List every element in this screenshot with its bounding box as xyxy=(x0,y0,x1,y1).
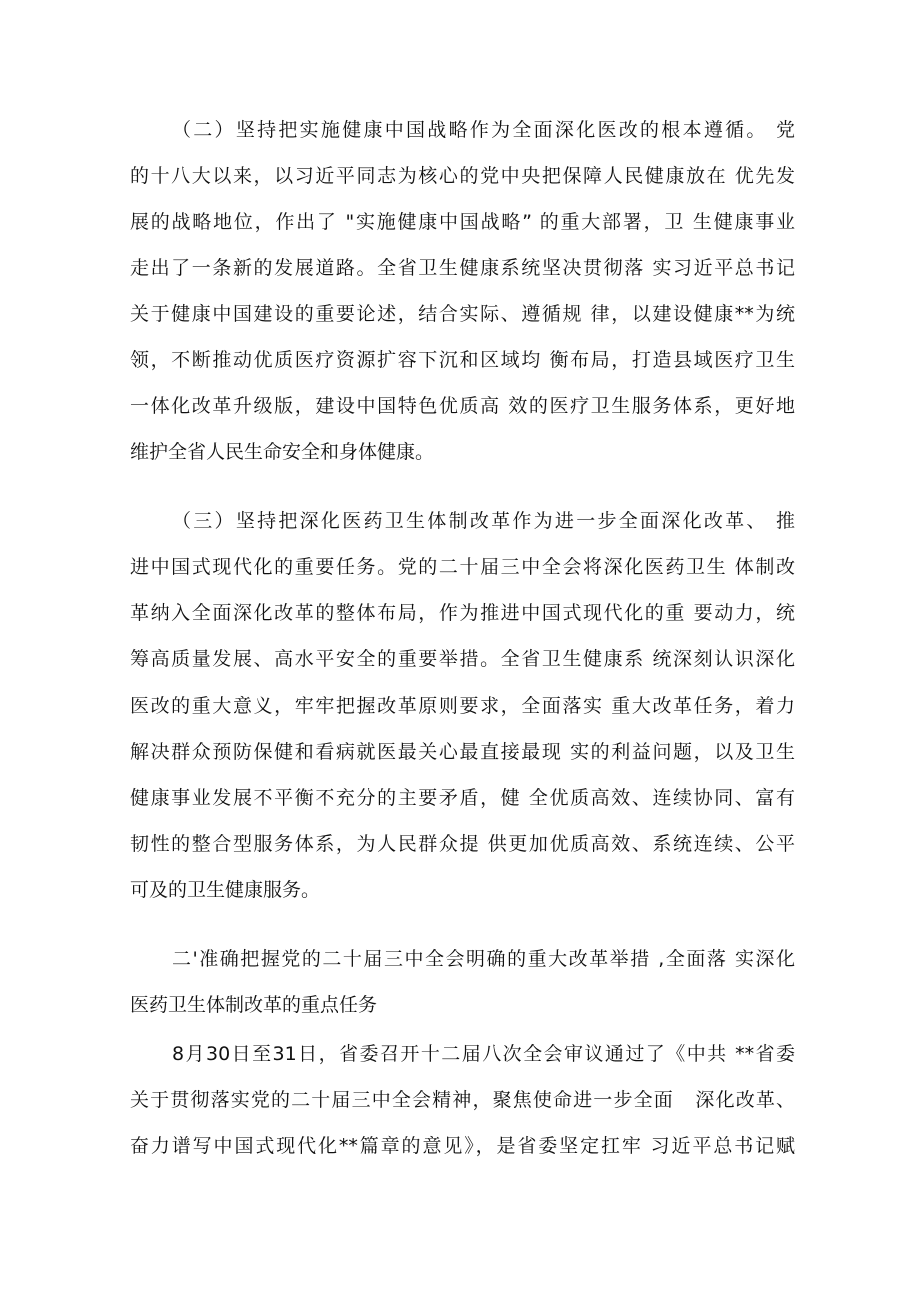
text-line: 医改的重大意义，牢牢把握改革原则要求，全面落实 重大改革任务，着力 xyxy=(130,695,795,717)
text-line: 关于贯彻落实党的二十届三中全会精神，聚焦使命进一步全面 深化改革、 xyxy=(130,1089,795,1111)
text-line: 关于健康中国建设的重要论述，结合实际、遵循规 律，以建设健康**为统 xyxy=(130,303,795,325)
text-line: 走出了一条新的发展道路。全省卫生健康系统坚决贯彻落 实习近平总书记 xyxy=(130,257,795,279)
text-line: 一体化改革升级版，建设中国特色优质高 效的医疗卫生服务体系，更好地 xyxy=(130,395,795,417)
text-line: （二）坚持把实施健康中国战略作为全面深化医改的根本遵循。 党 xyxy=(172,119,795,141)
text-line: 维护全省人民生命安全和身体健康。 xyxy=(130,441,435,463)
text-line: 可及的卫生健康服务。 xyxy=(130,879,321,901)
text-line: 韧性的整合型服务体系，为人民群众提 供更加优质高效、系统连续、公平 xyxy=(130,833,795,855)
text-line: 的十八大以来，以习近平同志为核心的党中央把保障人民健康放在 优先发 xyxy=(130,165,795,187)
text-line: 革纳入全面深化改革的整体布局，作为推进中国式现代化的重 要动力，统 xyxy=(130,602,795,624)
text-line: 领，不断推动优质医疗资源扩容下沉和区域均 衡布局，打造县域医疗卫生 xyxy=(130,349,795,371)
section-heading-line: 二'准确把握党的二十届三中全会明确的重大改革举措 ,全面落 实深化 xyxy=(172,948,795,970)
text-line: 筹高质量发展、高水平安全的重要举措。全省卫生健康系 统深刻认识深化 xyxy=(130,648,795,670)
section-heading-line: 医药卫生体制改革的重点任务 xyxy=(130,994,378,1016)
text-line: 进中国式现代化的重要任务。党的二十届三中全会将深化医药卫生 体制改 xyxy=(130,556,795,578)
text-line: 展的战略地位，作出了 "实施健康中国战略” 的重大部署，卫 生健康事业 xyxy=(130,211,795,233)
text-line: （三）坚持把深化医药卫生体制改革作为进一步全面深化改革、 推 xyxy=(172,510,795,532)
text-line: 8月30日至31日，省委召开十二届八次全会审议通过了《中共 **省委 xyxy=(172,1043,795,1065)
text-line: 健康事业发展不平衡不充分的主要矛盾，健 全优质高效、连续协同、富有 xyxy=(130,787,795,809)
text-line: 奋力谱写中国式现代化**篇章的意见》，是省委坚定扛牢 习近平总书记赋 xyxy=(130,1135,795,1157)
text-line: 解决群众预防保健和看病就医最关心最直接最现 实的利益问题，以及卫生 xyxy=(130,741,795,763)
